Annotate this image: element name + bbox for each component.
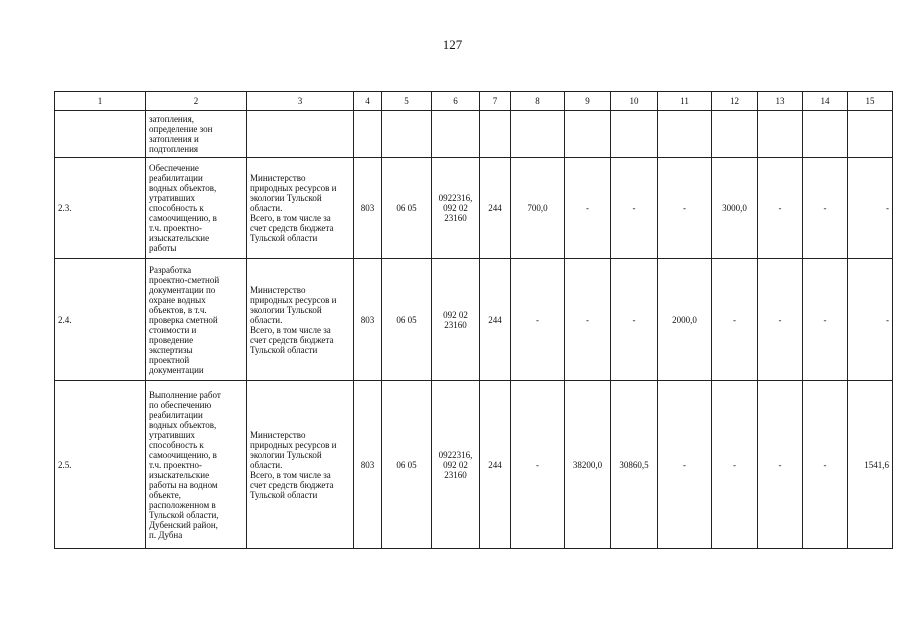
cell-c11: - [658,381,712,549]
cell-c9: - [565,259,611,381]
cell-c12: - [712,259,758,381]
cell-c5: 06 05 [382,259,432,381]
cell-c9: - [565,158,611,259]
agency-name: Министерство природных ресурсов и экологии Тульской области. Всего, в том числе за счет средств бюджета Тульской области [247,381,354,549]
budget-table [54,91,893,549]
column-header: 13 [758,92,803,111]
cell-c4: 803 [354,158,382,259]
cell-c15: 1541,6 [848,381,893,549]
table-row [55,381,893,549]
cell-c13: - [758,381,803,549]
page-number: 127 [442,37,463,52]
cell-c14: - [803,381,848,549]
column-header: 6 [432,92,480,111]
column-header: 5 [382,92,432,111]
cell-c4: 803 [354,259,382,381]
agency-name: Министерство природных ресурсов и экологии Тульской области. Всего, в том числе за счет средств бюджета Тульской области [247,259,354,381]
cell-c11 [658,111,712,158]
cell-c4: 803 [354,381,382,549]
cell-c12: - [712,381,758,549]
column-header: 11 [658,92,712,111]
column-header: 8 [511,92,565,111]
table-row [55,158,893,259]
cell-c12: 3000,0 [712,158,758,259]
table-header-row [55,92,893,111]
activity-name: Обеспечение реабилитации водных объектов, утративших способность к самоочищению, в т.ч. проектно- изыскательские работы [146,158,247,259]
cell-c10: - [611,259,658,381]
cell-c5: 06 05 [382,381,432,549]
cell-c4 [354,111,382,158]
cell-c11: - [658,158,712,259]
column-header: 7 [480,92,511,111]
cell-c15: - [848,259,893,381]
cell-c6: 0922316, 092 02 23160 [432,381,480,549]
cell-c7 [480,111,511,158]
cell-c11: 2000,0 [658,259,712,381]
table-row [55,111,893,158]
activity-name: Выполнение работ по обеспечению реабилитации водных объектов, утративших способность к самоочищению, в т.ч. проектно- изыскательские работы на водном объекте, расположенном в Тульской области, Дубенский район, п. Дубна [146,381,247,549]
cell-c7: 244 [480,381,511,549]
cell-c8: - [511,259,565,381]
column-header: 14 [803,92,848,111]
row-number: 2.3. [55,158,146,259]
column-header: 15 [848,92,893,111]
cell-c12 [712,111,758,158]
cell-c13 [758,111,803,158]
cell-c7: 244 [480,259,511,381]
cell-c15 [848,111,893,158]
column-header: 10 [611,92,658,111]
cell-c10 [611,111,658,158]
activity-name: Разработка проектно-сметной документации по охране водных объектов, в т.ч. проверка сметной стоимости и проведение экспертизы проектной документации [146,259,247,381]
cell-c5 [382,111,432,158]
cell-c7: 244 [480,158,511,259]
cell-c9: 38200,0 [565,381,611,549]
agency-name [247,111,354,158]
column-header: 3 [247,92,354,111]
column-header: 2 [146,92,247,111]
cell-c8 [511,111,565,158]
activity-name: затопления, определение зон затопления и подтопления [146,111,247,158]
cell-c6 [432,111,480,158]
cell-c6: 0922316, 092 02 23160 [432,158,480,259]
cell-c8: - [511,381,565,549]
table-row [55,259,893,381]
column-header: 1 [55,92,146,111]
cell-c5: 06 05 [382,158,432,259]
column-header: 9 [565,92,611,111]
cell-c14: - [803,158,848,259]
cell-c8: 700,0 [511,158,565,259]
cell-c9 [565,111,611,158]
cell-c13: - [758,259,803,381]
column-header: 4 [354,92,382,111]
cell-c13: - [758,158,803,259]
row-number [55,111,146,158]
cell-c14: - [803,259,848,381]
cell-c15: - [848,158,893,259]
row-number: 2.5. [55,381,146,549]
cell-c14 [803,111,848,158]
cell-c6: 092 02 23160 [432,259,480,381]
column-header: 12 [712,92,758,111]
agency-name: Министерство природных ресурсов и экологии Тульской области. Всего, в том числе за счет средств бюджета Тульской области [247,158,354,259]
cell-c10: - [611,158,658,259]
row-number: 2.4. [55,259,146,381]
cell-c10: 30860,5 [611,381,658,549]
